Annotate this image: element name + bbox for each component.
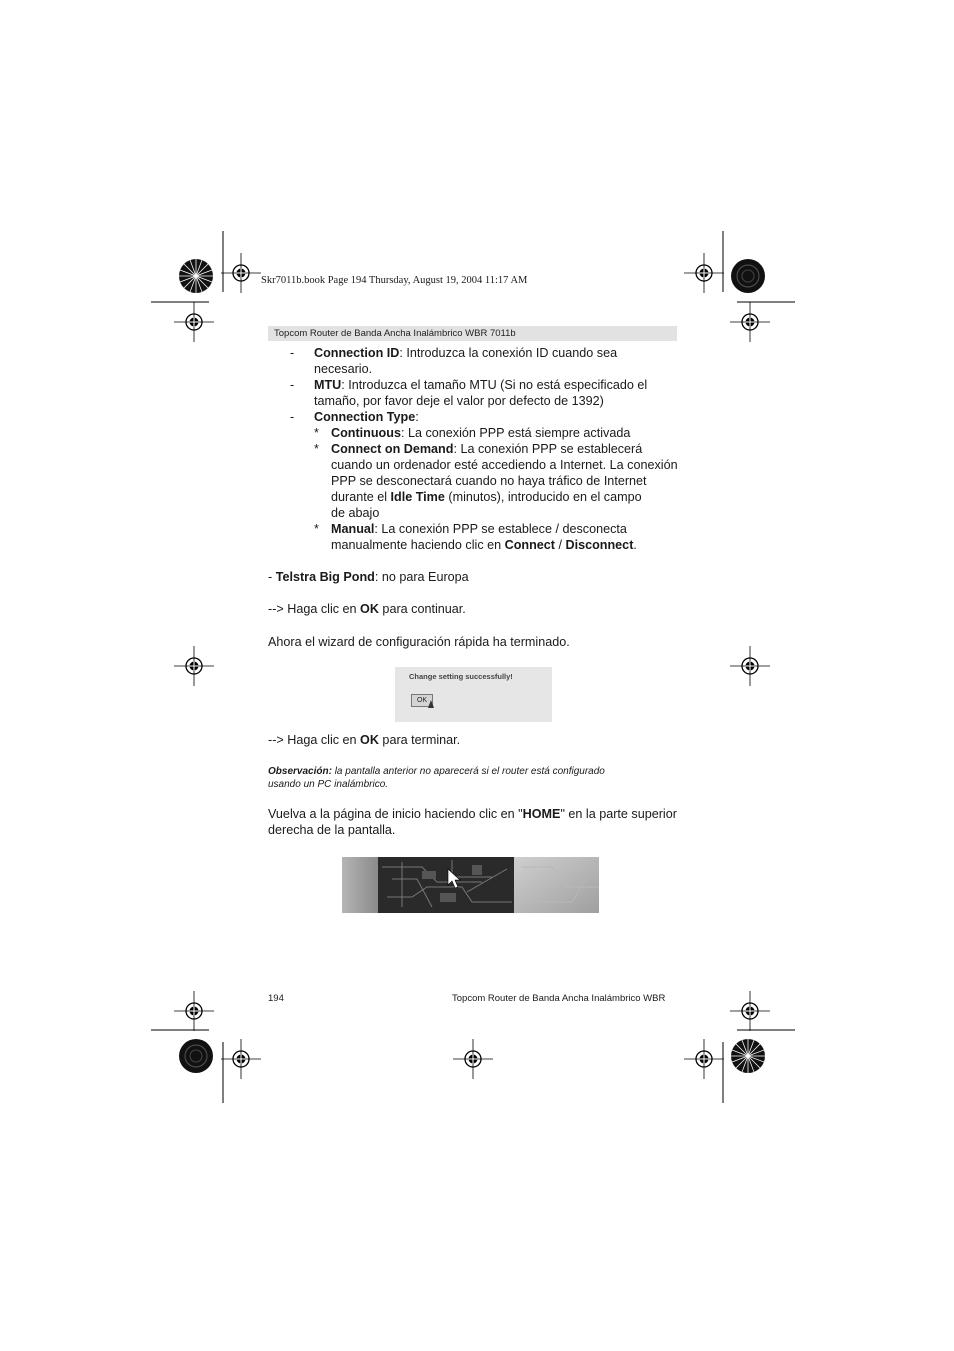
manual-line1: Manual: La conexión PPP se establece / desconecta xyxy=(331,522,627,536)
manual-line2: manualmente haciendo clic en Connect / Disconnect. xyxy=(331,538,637,552)
connection-id-line2: necesario. xyxy=(314,362,373,376)
note-line1: Observación: la pantalla anterior no aparecerá si el router está configurado xyxy=(268,766,605,777)
running-header-bar xyxy=(268,326,677,341)
router-banner-image xyxy=(342,857,599,913)
note-line2: usando un PC inalámbrico. xyxy=(268,779,389,790)
bullet-dash: - xyxy=(290,378,295,392)
bullet-dash: - xyxy=(290,346,295,360)
bullet-star: * xyxy=(314,522,319,536)
on-demand-line4: durante el Idle Time (minutos), introducido en el campo xyxy=(331,490,642,504)
footer-title: Topcom Router de Banda Ancha Inalámbrico WBR xyxy=(452,993,666,1004)
telstra-line: - Telstra Big Pond: no para Europa xyxy=(268,570,469,584)
mtu-line2: tamaño, por favor deje el valor por defecto de 1392) xyxy=(314,394,604,408)
dialog-message: Change setting successfully! xyxy=(409,672,513,681)
print-header: Skr7011b.book Page 194 Thursday, August 19, 2004 11:17 AM xyxy=(261,275,528,286)
bullet-star: * xyxy=(314,442,319,456)
on-demand-line3: PPP se desconectará cuando no haya tráfico de Internet xyxy=(331,474,647,488)
on-demand-line2: cuando un ordenador esté accediendo a Internet. La conexión xyxy=(331,458,678,472)
home-instruction-line2: derecha de la pantalla. xyxy=(268,823,396,837)
cursor-icon xyxy=(428,700,434,708)
bullet-dash: - xyxy=(290,410,295,424)
mtu-line1: MTU: Introduzca el tamaño MTU (Si no está especificado el xyxy=(314,378,648,392)
success-dialog-screenshot xyxy=(395,667,552,722)
connection-type-heading: Connection Type: xyxy=(314,410,419,424)
page-number: 194 xyxy=(268,993,284,1004)
running-header: Topcom Router de Banda Ancha Inalámbrico WBR 7011b xyxy=(274,328,516,339)
on-demand-line5: de abajo xyxy=(331,506,380,520)
click-continue-instruction: --> Haga clic en OK para continuar. xyxy=(268,602,466,616)
home-instruction-line1: Vuelva a la página de inicio haciendo clic en "HOME" en la parte superior xyxy=(268,807,677,821)
ok-button[interactable]: OK xyxy=(411,694,433,707)
connection-id-line1: Connection ID: Introduzca la conexión ID cuando sea xyxy=(314,346,618,360)
click-finish-instruction: --> Haga clic en OK para terminar. xyxy=(268,733,461,747)
continuous-option: Continuous: La conexión PPP está siempre activada xyxy=(331,426,631,440)
wizard-done-text: Ahora el wizard de configuración rápida ha terminado. xyxy=(268,635,570,649)
bullet-star: * xyxy=(314,426,319,440)
on-demand-line1: Connect on Demand: La conexión PPP se establecerá xyxy=(331,442,643,456)
